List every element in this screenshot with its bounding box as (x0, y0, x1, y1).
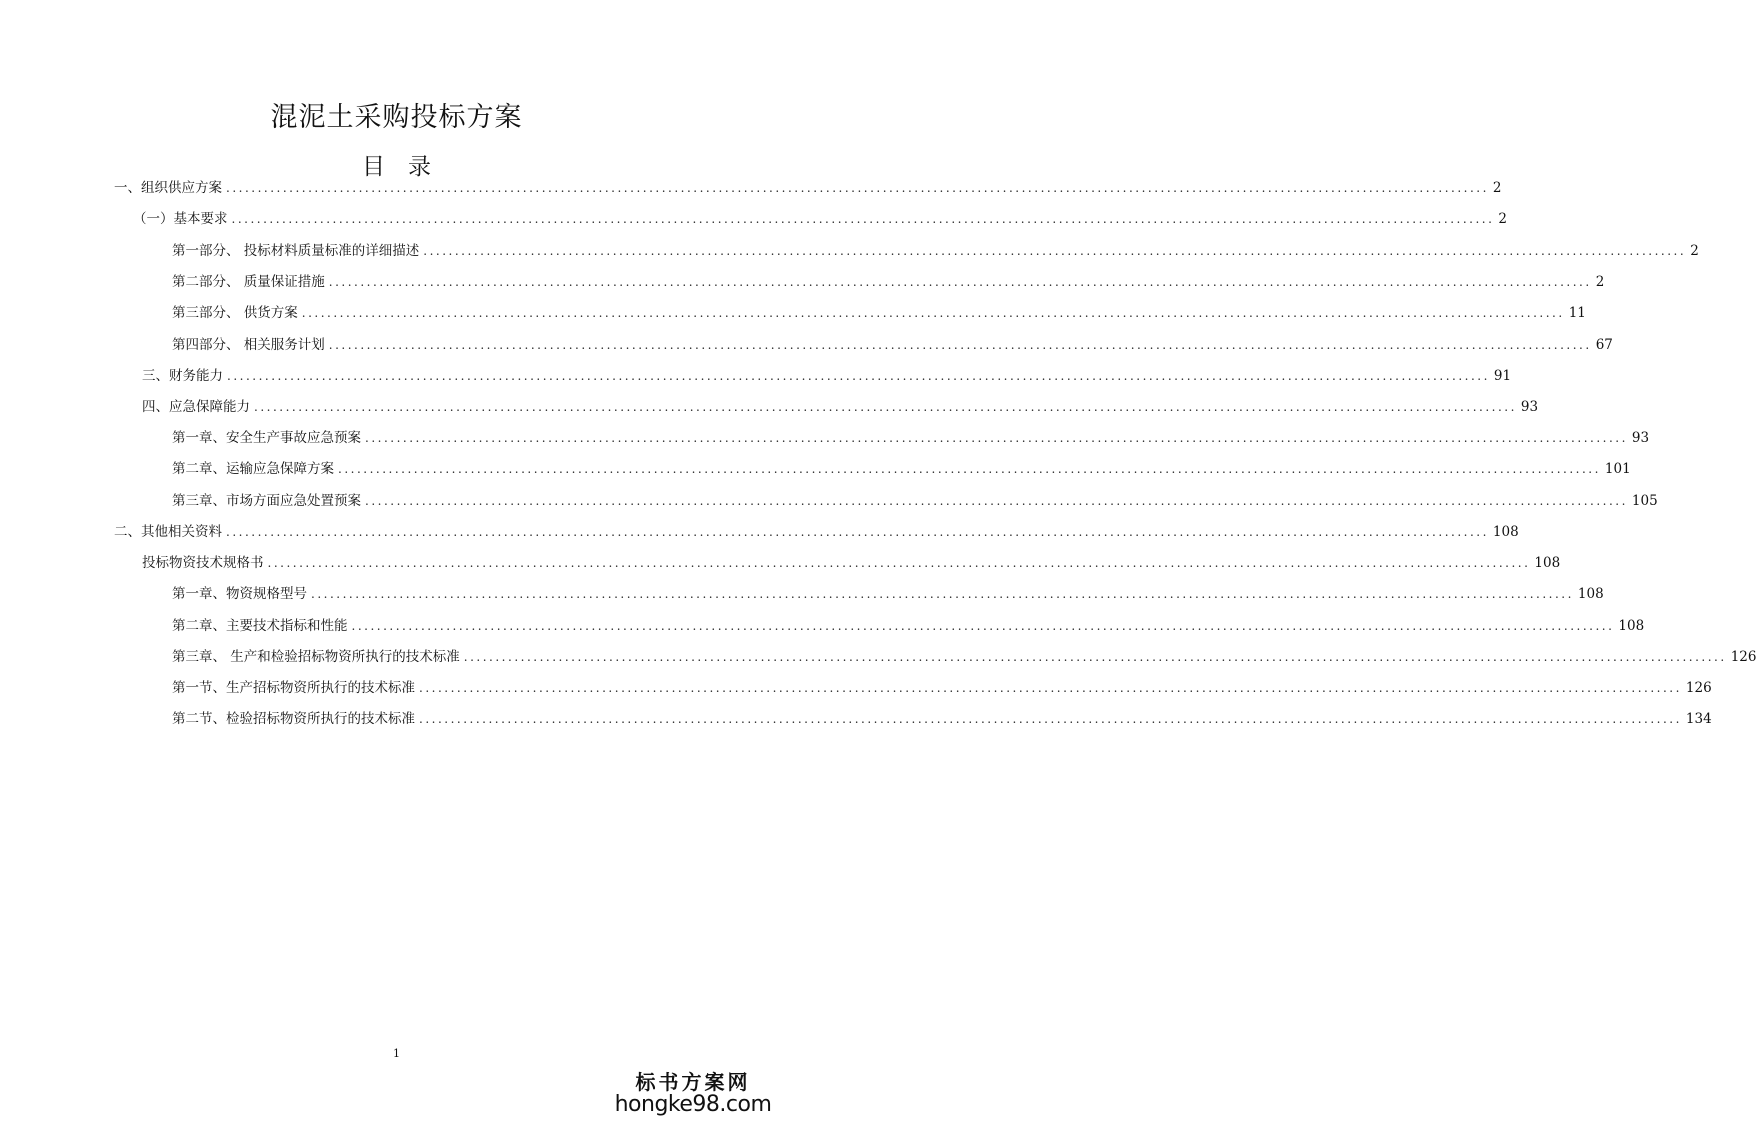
toc-leader-dots: ........................................................................................................................................................................................................ (231, 212, 1495, 226)
toc-leader-dots: ........................................................................................................................................................................................................ (351, 619, 1615, 633)
toc-entry-text: 第一节、生产招标物资所执行的技术标准 (172, 680, 415, 696)
toc-leader-dots: ........................................................................................................................................................................................................ (267, 556, 1531, 570)
toc-entry-page: 2 (1595, 274, 1605, 290)
toc-entry[interactable] (133, 207, 1507, 231)
toc-entry[interactable] (172, 614, 1645, 638)
toc-leader-dots: ........................................................................................................................................................................................................ (227, 369, 1490, 383)
toc-leader-dots: ........................................................................................................................................................................................................ (311, 587, 1574, 601)
toc-entry[interactable] (142, 364, 1512, 388)
toc-leader-dots: ........................................................................................................................................................................................................ (226, 181, 1489, 195)
document-title: 混泥土采购投标方案 (270, 102, 523, 133)
toc-entry-page: 67 (1595, 337, 1613, 353)
toc-entry-text: 第四部分、 相关服务计划 (172, 337, 325, 353)
toc-leader-dots: ........................................................................................................................................................................................................ (463, 650, 1727, 664)
toc-entry-page: 108 (1577, 586, 1604, 602)
toc-leader-dots: ........................................................................................................................................................................................................ (419, 681, 1682, 695)
toc-leader-dots: ........................................................................................................................................................................................................ (254, 400, 1517, 414)
toc-entry[interactable] (172, 301, 1586, 325)
toc-entry-page: 2 (1498, 211, 1507, 227)
toc-entry[interactable] (172, 333, 1613, 357)
page-number: 1 (393, 1047, 400, 1060)
toc-entry-text: 第一部分、 投标材料质量标准的详细描述 (172, 243, 420, 259)
toc-entry-page: 108 (1492, 524, 1519, 540)
toc-entry-page: 108 (1534, 555, 1561, 571)
toc-heading: 目 录 (362, 154, 431, 180)
toc-entry[interactable] (172, 645, 1756, 669)
toc-entry-text: 四、应急保障能力 (142, 399, 250, 415)
toc-entry[interactable] (142, 395, 1539, 419)
site-watermark-logo (603, 1069, 783, 1117)
toc-entry-text: 一、组织供应方案 (114, 180, 222, 196)
toc-leader-dots: ........................................................................................................................................................................................................ (423, 244, 1687, 258)
toc-entry[interactable] (172, 457, 1631, 481)
toc-entry-text: 第二章、运输应急保障方案 (172, 461, 334, 477)
toc-entry-page: 134 (1685, 711, 1712, 727)
toc-entry[interactable] (114, 176, 1502, 200)
toc-entry-page: 105 (1631, 493, 1658, 509)
toc-leader-dots: ........................................................................................................................................................................................................ (328, 338, 1592, 352)
toc-entry[interactable] (172, 239, 1699, 263)
toc-entry-text: 第三章、 生产和检验招标物资所执行的技术标准 (172, 649, 460, 665)
toc-entry[interactable] (114, 520, 1519, 544)
toc-entry-text: 第二节、检验招标物资所执行的技术标准 (172, 711, 415, 727)
toc-entry-page: 91 (1493, 368, 1512, 384)
toc-leader-dots: ........................................................................................................................................................................................................ (301, 306, 1565, 320)
toc-entry[interactable] (172, 426, 1650, 450)
toc-entry[interactable] (172, 489, 1658, 513)
toc-entry-page: 2 (1690, 243, 1699, 259)
toc-leader-dots: ........................................................................................................................................................................................................ (226, 525, 1489, 539)
toc-entry-page: 93 (1631, 430, 1650, 446)
toc-entry[interactable] (172, 582, 1604, 606)
toc-entry-text: 第三章、市场方面应急处置预案 (172, 493, 361, 509)
toc-entry-page: 126 (1685, 680, 1712, 696)
toc-entry-page: 108 (1618, 618, 1645, 634)
watermark-url-text: hongke98.com (614, 1091, 772, 1117)
toc-entry[interactable] (172, 676, 1712, 700)
watermark-chinese-text: 标书方案网 (635, 1069, 751, 1094)
toc-leader-dots: ........................................................................................................................................................................................................ (328, 275, 1592, 289)
toc-entry-text: 第一章、安全生产事故应急预案 (172, 430, 361, 446)
toc-entry-text: 三、财务能力 (142, 368, 223, 384)
toc-leader-dots: ........................................................................................................................................................................................................ (419, 712, 1682, 726)
toc-entry-page: 11 (1568, 305, 1586, 321)
toc-leader-dots: ........................................................................................................................................................................................................ (365, 494, 1628, 508)
toc-entry[interactable] (142, 551, 1561, 575)
toc-leader-dots: ........................................................................................................................................................................................................ (338, 462, 1601, 476)
toc-entry-page: 2 (1492, 180, 1502, 196)
toc-entry[interactable] (172, 707, 1712, 731)
toc-entry-page: 101 (1604, 461, 1631, 477)
toc-entry-text: 第二章、主要技术指标和性能 (172, 618, 348, 634)
toc-entry-text: 第二部分、 质量保证措施 (172, 274, 325, 290)
toc-entry-page: 126 (1730, 649, 1756, 665)
toc-entry-text: 投标物资技术规格书 (142, 555, 264, 571)
toc-leader-dots: ........................................................................................................................................................................................................ (365, 431, 1628, 445)
toc-entry-text: 第三部分、 供货方案 (172, 305, 298, 321)
toc-entry-text: 二、其他相关资料 (114, 524, 222, 540)
toc-entry-page: 93 (1520, 399, 1539, 415)
toc-entry-text: 第一章、物资规格型号 (172, 586, 307, 602)
toc-entry-text: （一）基本要求 (133, 211, 228, 227)
toc-entry[interactable] (172, 270, 1605, 294)
